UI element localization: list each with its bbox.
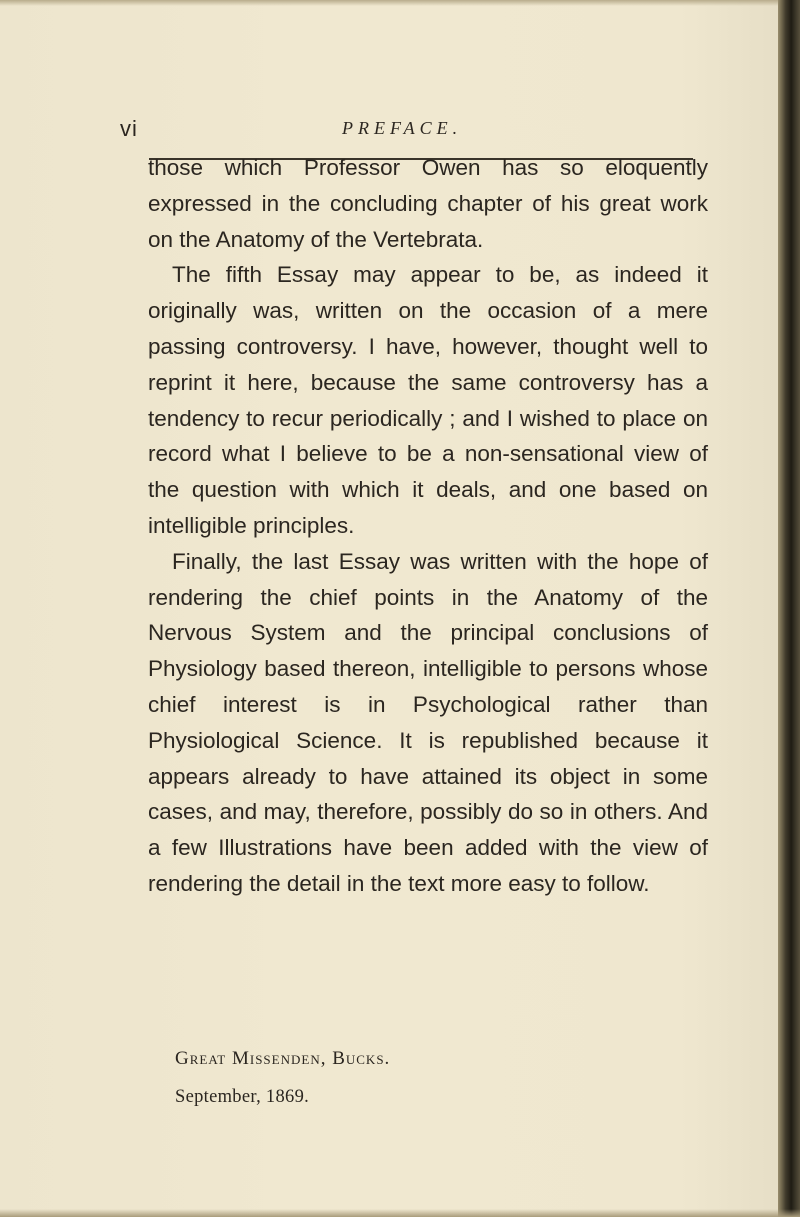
page-binding-edge: [778, 0, 800, 1217]
paragraph-2: The fifth Essay may appear to be, as indeed it originally was, written on the occasion of a mere passing controversy. I have, however, thought well to reprint it here, because the same controversy has a tendency to recur periodically ; and I wished to place on record what I believe to be a non-sensational view of the question with which it deals, and one based on intelligible principles.: [148, 262, 708, 538]
page-bottom-edge: [0, 1209, 800, 1217]
page-number: vi: [120, 116, 138, 141]
signoff-date: September, 1869.: [175, 1087, 310, 1107]
running-head: [120, 116, 700, 144]
running-title: PREFACE.: [342, 118, 463, 138]
page-top-edge: [0, 0, 800, 6]
body-text: [148, 150, 708, 902]
paragraph-1: those which Professor Owen has so eloquently expressed in the concluding chapter of his great work on the Anatomy of the Vertebrata.: [148, 155, 708, 252]
signoff-place: Great Missenden, Bucks.: [175, 1048, 391, 1069]
paragraph-3: Finally, the last Essay was written with the hope of rendering the chief points in the Anatomy of the Nervous System and the principal conclusions of Physiology based thereon, intelligible to persons whose chief interest is in Psychological rather than Physiological Science. It is republished because it appears already to have attained its object in some cases, and may, therefore, possibly do so in others. And a few Illustrations have been added with the view of rendering the detail in the text more easy to follow.: [148, 548, 708, 896]
